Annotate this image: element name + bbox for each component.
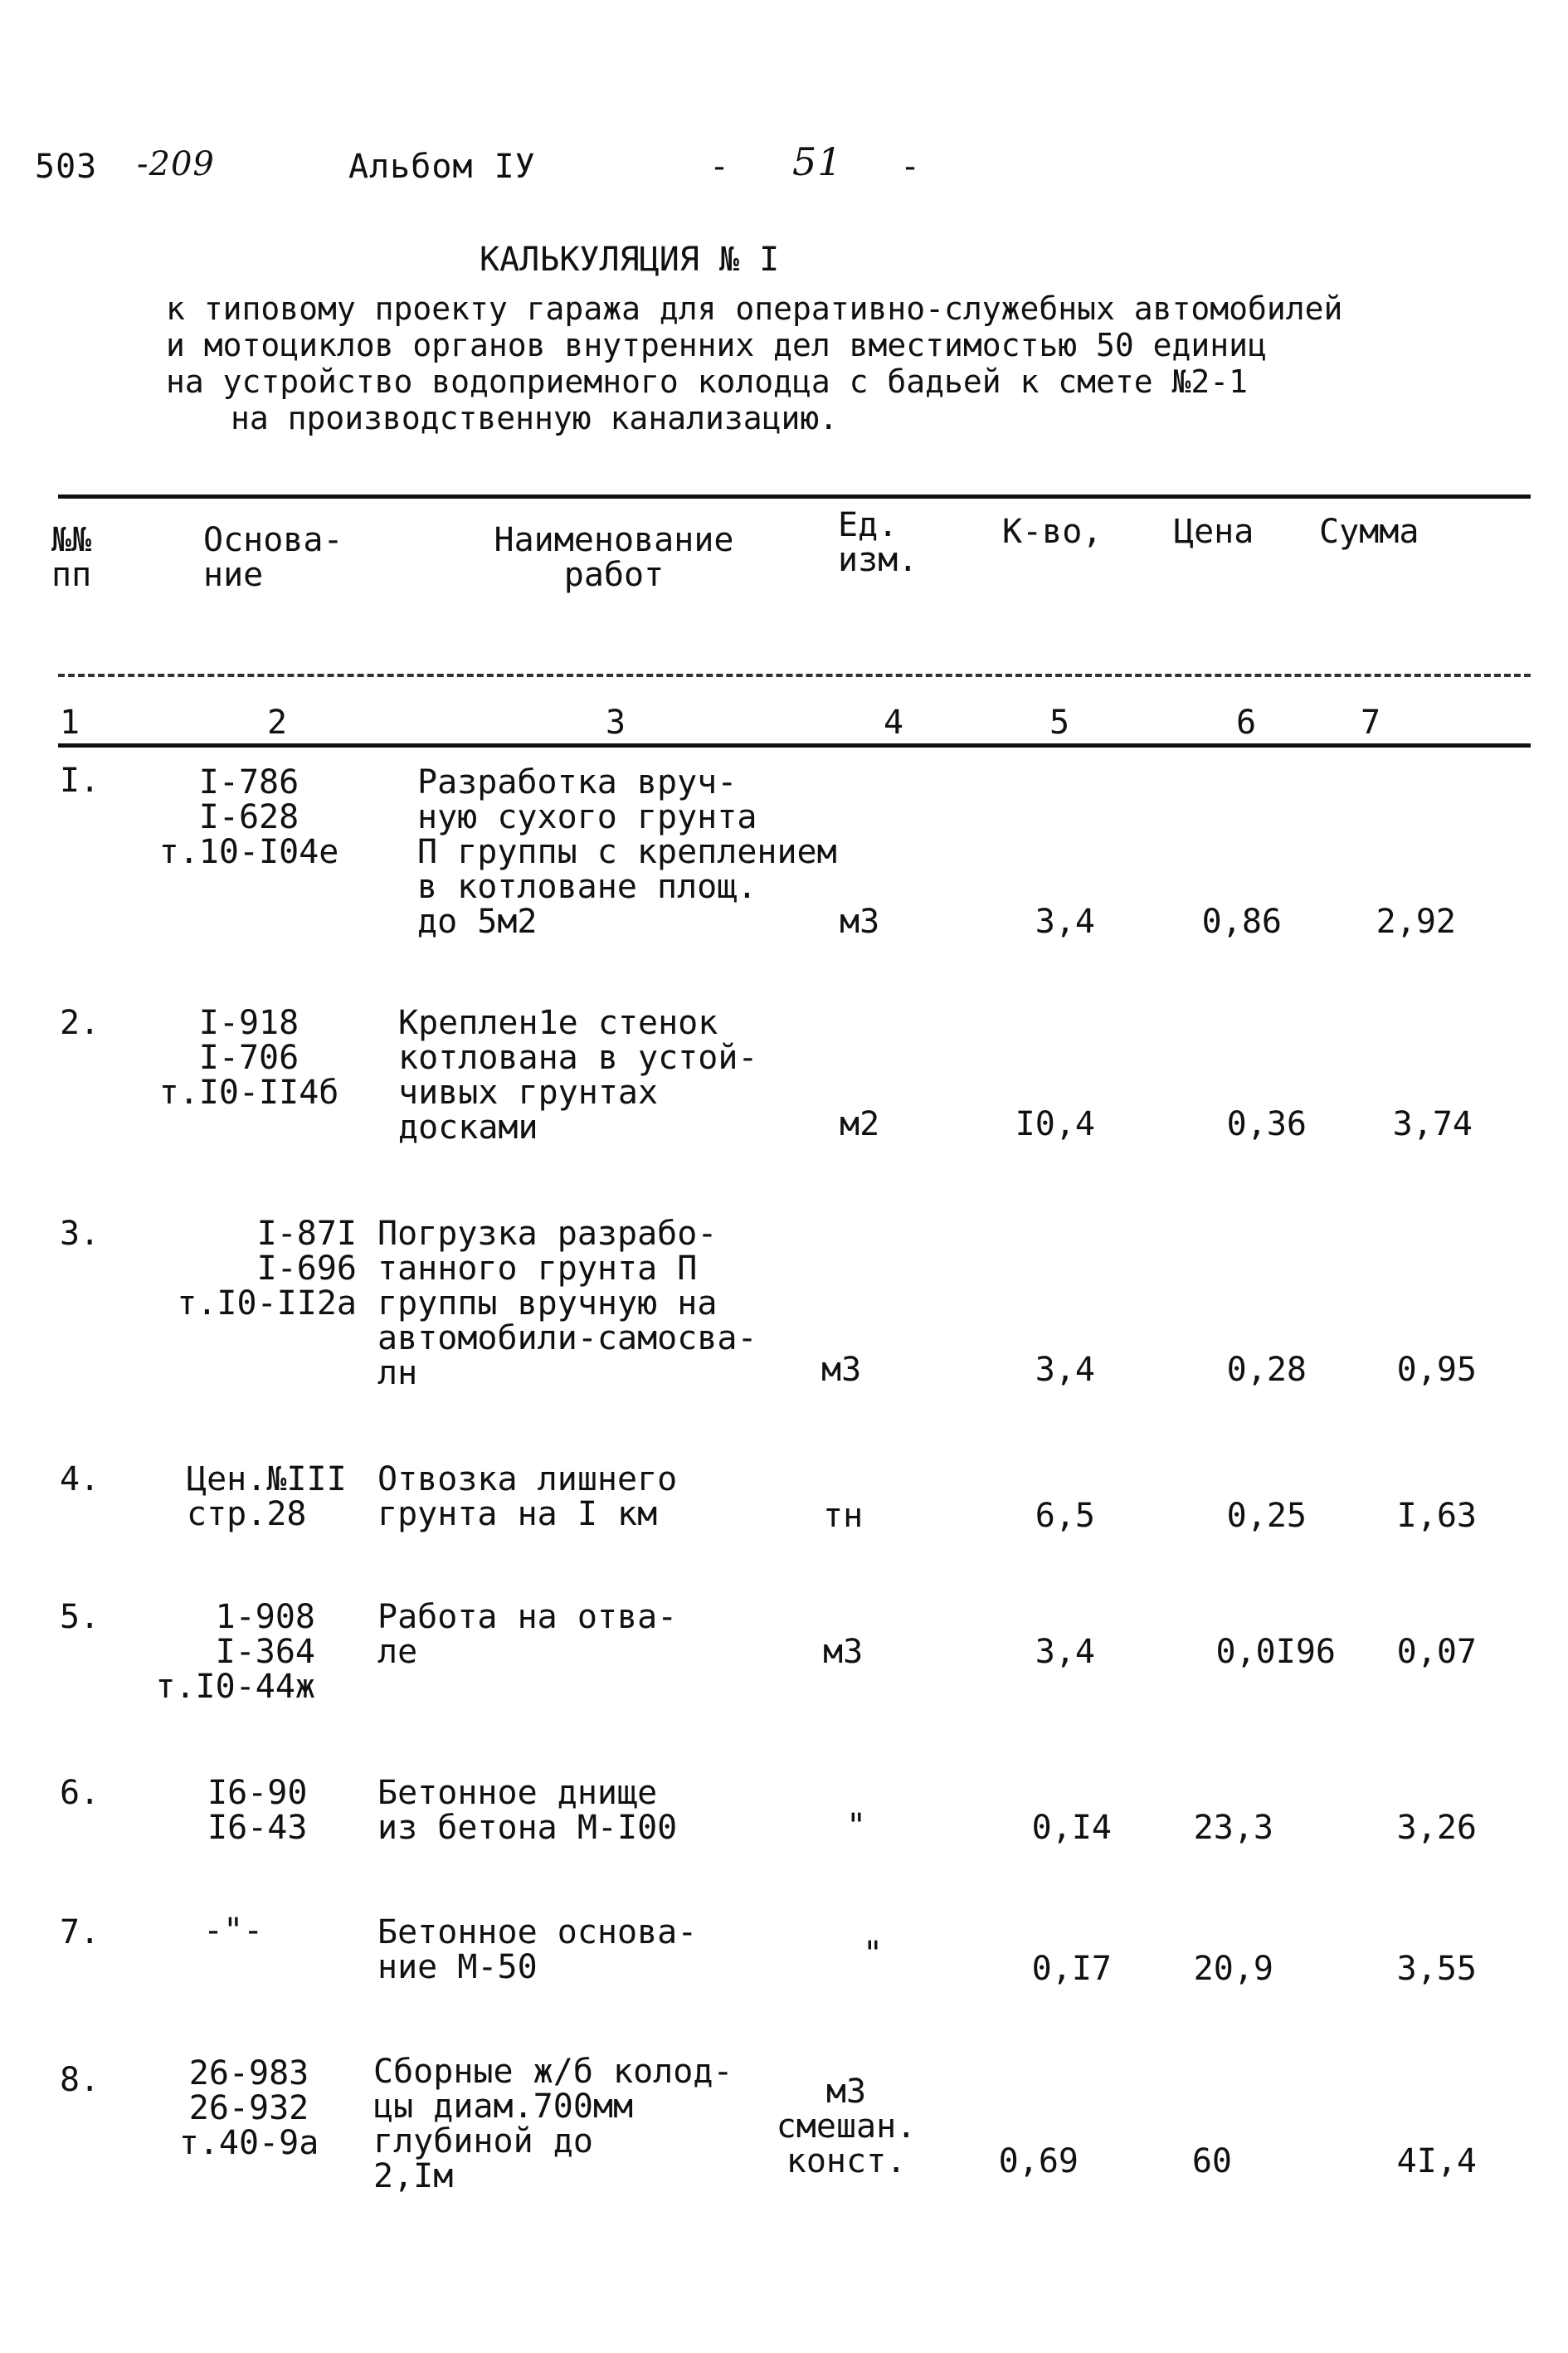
album-code: 503	[35, 148, 98, 186]
row-num: 6.	[60, 1774, 100, 1812]
row-sum: 2,92	[1376, 903, 1456, 941]
row-sum: 4I,4	[1396, 2142, 1477, 2180]
row-unit: м2	[840, 1105, 880, 1143]
row-price: 23,3	[1193, 1809, 1273, 1847]
row-sum: 0,07	[1396, 1633, 1477, 1671]
row-price: 0,36	[1226, 1105, 1307, 1143]
row-basis: I-87I I-696 т.I0-II2а	[177, 1215, 357, 1323]
row-name: Сборные ж/б колод- цы диам.700мм глубиной до 2,Iм	[373, 2053, 733, 2195]
row-name: Креплен1е стенок котлована в устой- чивых грунтах досками	[398, 1004, 758, 1147]
row-qty: 0,69	[998, 2142, 1079, 2180]
row-num: I.	[60, 762, 100, 800]
col-number-1: 1	[60, 704, 80, 742]
row-unit: м3	[840, 903, 880, 941]
row-name: Разработка вруч- ную сухого грунта П группы с креплением в котловане площ. до 5м2	[417, 763, 837, 941]
row-unit: тн	[823, 1497, 864, 1535]
row-unit: м3	[823, 1633, 864, 1671]
row-name: Работа на отва- ле	[377, 1598, 678, 1671]
col-number-5: 5	[1049, 704, 1070, 742]
row-sum: 3,26	[1396, 1809, 1477, 1847]
row-qty: 3,4	[1035, 1351, 1095, 1389]
row-qty: 3,4	[1035, 903, 1095, 941]
header-basis: Основа- ние	[203, 521, 343, 594]
row-unit: м3 смешан. конст.	[776, 2073, 917, 2180]
row-name: Бетонное основа- ние М-50	[377, 1913, 698, 1986]
row-unit: "	[846, 1807, 867, 1845]
row-basis: I-918 I-706 т.I0-II4б	[158, 1004, 339, 1112]
col-number-4: 4	[884, 704, 904, 742]
header-sum: Сумма	[1319, 513, 1419, 551]
row-num: 3.	[60, 1215, 100, 1253]
column-number-rule	[58, 743, 1531, 748]
header-name: Наименование работ	[494, 521, 734, 594]
header-qty: К-во,	[1002, 513, 1103, 551]
row-name: Бетонное днище из бетона М-I00	[377, 1774, 678, 1847]
header-divider	[58, 674, 1531, 677]
row-unit: "	[863, 1935, 884, 1973]
row-basis: I-786 I-628 т.10-I04е	[158, 763, 339, 871]
page-number: 51	[792, 139, 843, 184]
row-basis: I6-90 I6-43	[207, 1774, 308, 1847]
col-number-3: 3	[606, 704, 626, 742]
document-title: КАЛЬКУЛЯЦИЯ № I	[480, 241, 780, 279]
row-num: 8.	[60, 2061, 100, 2099]
row-name: Отвозка лишнего грунта на I км	[377, 1460, 678, 1533]
intro-line-2: и мотоциклов органов внутренних дел вместимостью 50 единиц	[166, 327, 1267, 363]
row-basis: -"-	[203, 1912, 264, 1950]
page-dash-left: -	[709, 148, 731, 186]
row-sum: 3,55	[1396, 1950, 1477, 1988]
row-basis: 26-983 26-932 т.40-9а	[178, 2054, 319, 2162]
row-name: Погрузка разрабо- танного грунта П группы вручную на автомобили-самосва- лн	[377, 1215, 757, 1392]
row-qty: 6,5	[1035, 1497, 1095, 1535]
row-num: 5.	[60, 1598, 100, 1636]
header-num: №№ пп	[51, 521, 92, 594]
header-unit: Ед. изм.	[838, 506, 918, 579]
row-qty: 0,I4	[1031, 1809, 1112, 1847]
row-unit: м3	[821, 1351, 862, 1389]
row-sum: 3,74	[1392, 1105, 1473, 1143]
row-price: 0,25	[1226, 1497, 1307, 1535]
album-name: Альбом IУ	[348, 148, 536, 186]
row-qty: 3,4	[1035, 1633, 1095, 1671]
row-price: 0,0I96	[1215, 1633, 1336, 1671]
row-num: 4.	[60, 1460, 100, 1498]
header-price: Цена	[1174, 513, 1254, 551]
row-price: 0,28	[1226, 1351, 1307, 1389]
row-qty: 0,I7	[1031, 1950, 1112, 1988]
intro-line-1: к типовому проекту гаража для оперативно-служебных автомобилей	[166, 290, 1343, 327]
row-num: 7.	[60, 1913, 100, 1951]
row-num: 2.	[60, 1004, 100, 1042]
row-sum: I,63	[1396, 1497, 1477, 1535]
row-price: 20,9	[1193, 1950, 1273, 1988]
page-dash-right: -	[900, 148, 922, 186]
intro-line-3: на устройство водоприемного колодца с бадьей к смете №2-1	[166, 363, 1249, 400]
col-number-2: 2	[267, 704, 288, 742]
col-number-6: 6	[1236, 704, 1257, 742]
row-price: 0,86	[1201, 903, 1282, 941]
row-basis: Цен.№III стр.28	[187, 1460, 347, 1533]
row-basis: 1-908 I-364 т.I0-44ж	[155, 1598, 315, 1706]
intro-line-4: на производственную канализацию.	[231, 400, 839, 436]
table-top-rule	[58, 494, 1531, 499]
row-qty: I0,4	[1015, 1105, 1095, 1143]
album-code-handwritten: -209	[137, 145, 215, 183]
row-sum: 0,95	[1396, 1351, 1477, 1389]
col-number-7: 7	[1361, 704, 1381, 742]
row-price: 60	[1191, 2142, 1232, 2180]
